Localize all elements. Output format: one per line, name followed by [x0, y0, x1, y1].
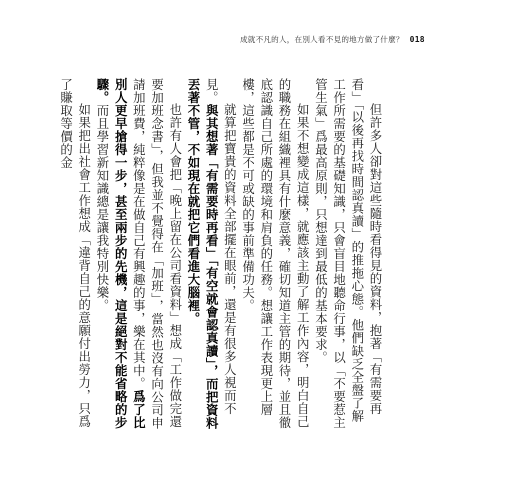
text-run: 而且學習新知識總是讓我特別快樂。	[94, 104, 110, 312]
text-run: 但許多人卻對這些隨時看得見的資料，抱著「有需要再看」「以後再找時間認真讀」的推拖心態。他們缺乏全盤了解工作所需要的基礎知識，只會盲目地聽命行事，以「不要惹主管生氣」爲最高原則，只想達到最低的基本要求。	[313, 78, 383, 429]
text-run: 如果把出社會工作想成「違背自己的意願付出勞力，只爲了賺取等價的金	[58, 78, 92, 428]
page-number: 018	[409, 35, 425, 44]
paragraph	[56, 78, 92, 430]
paragraph	[93, 78, 184, 430]
running-header	[240, 34, 490, 45]
emphasized-text: 爲了比別人更早搶得一步，甚至兩步的先機，這是絕對不能省略的步驟。	[94, 78, 147, 429]
chapter-title: 成就不凡的人，在別人看不見的地方做了什麼？	[240, 35, 404, 44]
paragraph	[238, 78, 311, 430]
text-run: 也許有人會把「晚上留在公司看資料」想成「工作做完還要加班念書」，但我並不覺得在「加班」，當然也沒有向公司申請加班費，純粹像是在做自己有興趣的事，樂在其中。	[131, 78, 183, 430]
text-run: 如果不想變成這樣，就應該主動了解工作內容，明白自己的職務在組織裡具有什麼意義，確切知道主管的期待，並且徹底認識自己所處的環境和肩負的任務。想讓工作表現更上層樓，這些都是不可或缺的事前準備功夫。	[240, 78, 311, 429]
emphasized-text: 與其想著「有需要時再看」「有空就會認真讀」，而把資料丟著不管，不如現在就把它們看進大腦裡。	[185, 78, 220, 430]
paragraph	[184, 78, 239, 430]
text-run: 就算把寶貴的資料全部擺在眼前，還是有很多人視而不見。	[204, 78, 238, 415]
paragraph	[311, 78, 384, 430]
body-text	[58, 78, 384, 430]
